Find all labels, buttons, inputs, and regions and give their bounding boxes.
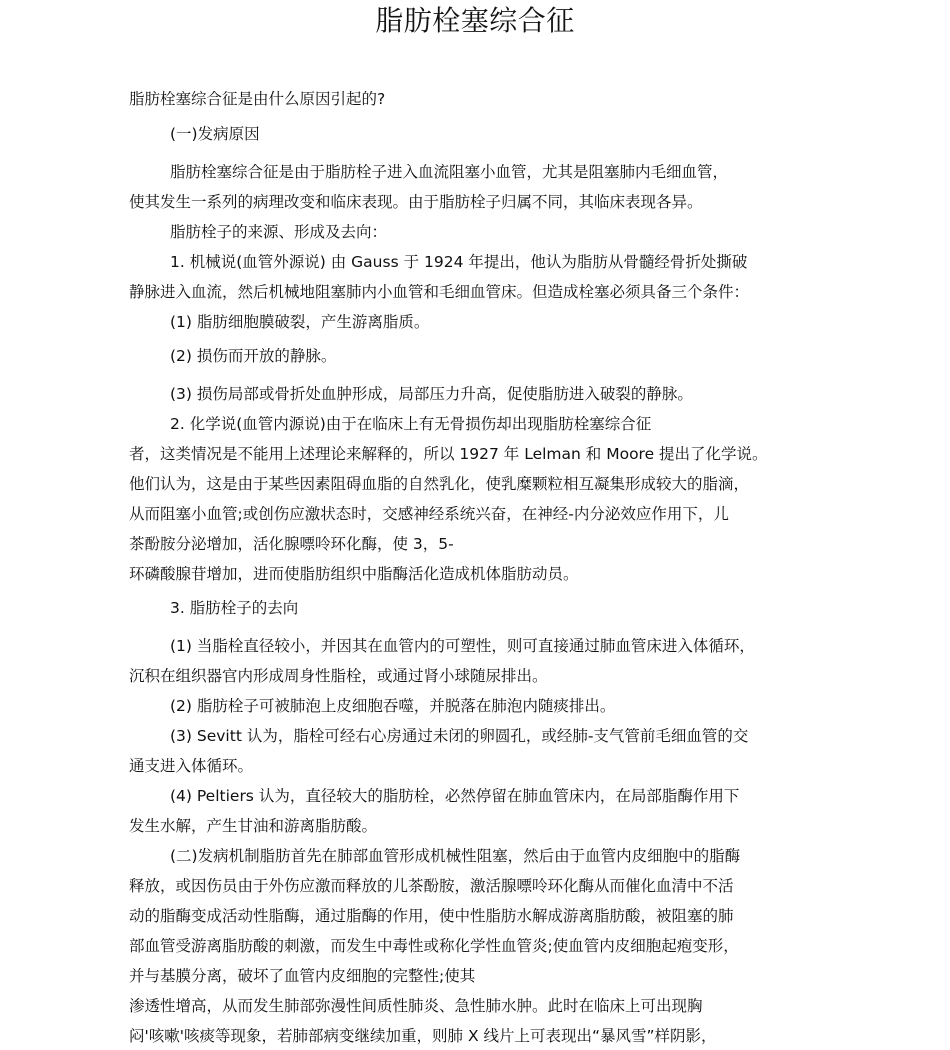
paragraph-line: 动的脂酶变成活动性脂酶，通过脂酶的作用，使中性脂肪水解成游离脂肪酸，被阻塞的肺 [129,907,734,925]
paragraph-line: 通支进入体循环。 [129,757,254,775]
destination-item: (1) 当脂栓直径较小，并因其在血管内的可塑性，则可直接通过肺血管床进入体循环， [170,637,755,655]
paragraph-line: 环磷酸腺苷增加，进而使脂肪组织中脂酶活化造成机体脂肪动员。 [129,565,579,583]
document-title: 脂肪栓塞综合征 [375,4,575,37]
paragraph-line: 脂肪栓塞综合征是由于脂肪栓子进入血流阻塞小血管，尤其是阻塞肺内毛细血管， [170,163,729,181]
paragraph-line: 并与基膜分离，破坏了血管内皮细胞的完整性;使其 [129,967,476,985]
paragraph-line: 沉积在组织器官内形成周身性脂栓，或通过肾小球随尿排出。 [129,667,548,685]
section-question: 脂肪栓塞综合征是由什么原因引起的? [129,90,386,108]
paragraph-line: 者，这类情况是不能用上述理论来解释的，所以 1927 年 Lelman 和 Moore 提出了化学说。 [129,445,768,463]
paragraph-line: 使其发生一系列的病理改变和临床表现。由于脂肪栓子归属不同，其临床表现各异。 [129,193,703,211]
paragraph-line: 发生水解，产生甘油和游离脂肪酸。 [129,817,378,835]
paragraph-line: 释放，或因伤员由于外伤应激而释放的儿茶酚胺，激活腺嘌呤环化酶从而催化血清中不活 [129,877,734,895]
list-item-destination: 3. 脂肪栓子的去向 [170,599,299,617]
condition-item: (2) 损伤而开放的静脉。 [170,347,337,365]
section-heading-cause: (一)发病原因 [170,125,260,143]
destination-item: (3) Sevitt 认为，脂栓可经右心房通过未闭的卵圆孔，或经肺-支气管前毛细血管的交 [170,727,749,745]
paragraph-line: 部血管受游离脂肪酸的刺激，而发生中毒性或称化学性血管炎;使血管内皮细胞起疱变形， [129,937,739,955]
section-heading-mechanism: (二)发病机制脂肪首先在肺部血管形成机械性阻塞，然后由于血管内皮细胞中的脂酶 [170,847,741,865]
destination-item: (4) Peltiers 认为，直径较大的脂肪栓，必然停留在肺血管床内，在局部脂酶作用下 [170,787,740,805]
paragraph-line: 渗透性增高，从而发生肺部弥漫性间质性肺炎、急性肺水肿。此时在临床上可出现胸 [129,997,703,1015]
paragraph-line: 他们认为，这是由于某些因素阻碍血脂的自然乳化，使乳糜颗粒相互凝集形成较大的脂滴， [129,475,750,493]
paragraph-line: 闷'咳嗽'咳痰等现象，若肺部病变继续加重，则肺 X 线片上可表现出“暴风雪”样阴影， [129,1027,717,1045]
paragraph-line: 茶酚胺分泌增加，活化腺嘌呤环化酶，使 3，5- [129,535,454,553]
paragraph-line: 静脉进入血流，然后机械地阻塞肺内小血管和毛细血管床。但造成栓塞必须具备三个条件： [129,283,750,301]
paragraph-line: 脂肪栓子的来源、形成及去向： [170,223,388,241]
paragraph-line: 从而阻塞小血管;或创伤应激状态时，交感神经系统兴奋，在神经-内分泌效应作用下，儿 [129,505,729,523]
condition-item: (1) 脂肪细胞膜破裂，产生游离脂质。 [170,313,430,331]
condition-item: (3) 损伤局部或骨折处血肿形成，局部压力升高，促使脂肪进入破裂的静脉。 [170,385,693,403]
list-item-mechanical: 1. 机械说(血管外源说) 由 Gauss 于 1924 年提出，他认为脂肪从骨髓经骨折处撕破 [170,253,748,271]
destination-item: (2) 脂肪栓子可被肺泡上皮细胞吞噬，并脱落在肺泡内随痰排出。 [170,697,616,715]
list-item-chemical: 2. 化学说(血管内源说)由于在临床上有无骨损伤却出现脂肪栓塞综合征 [170,415,652,433]
